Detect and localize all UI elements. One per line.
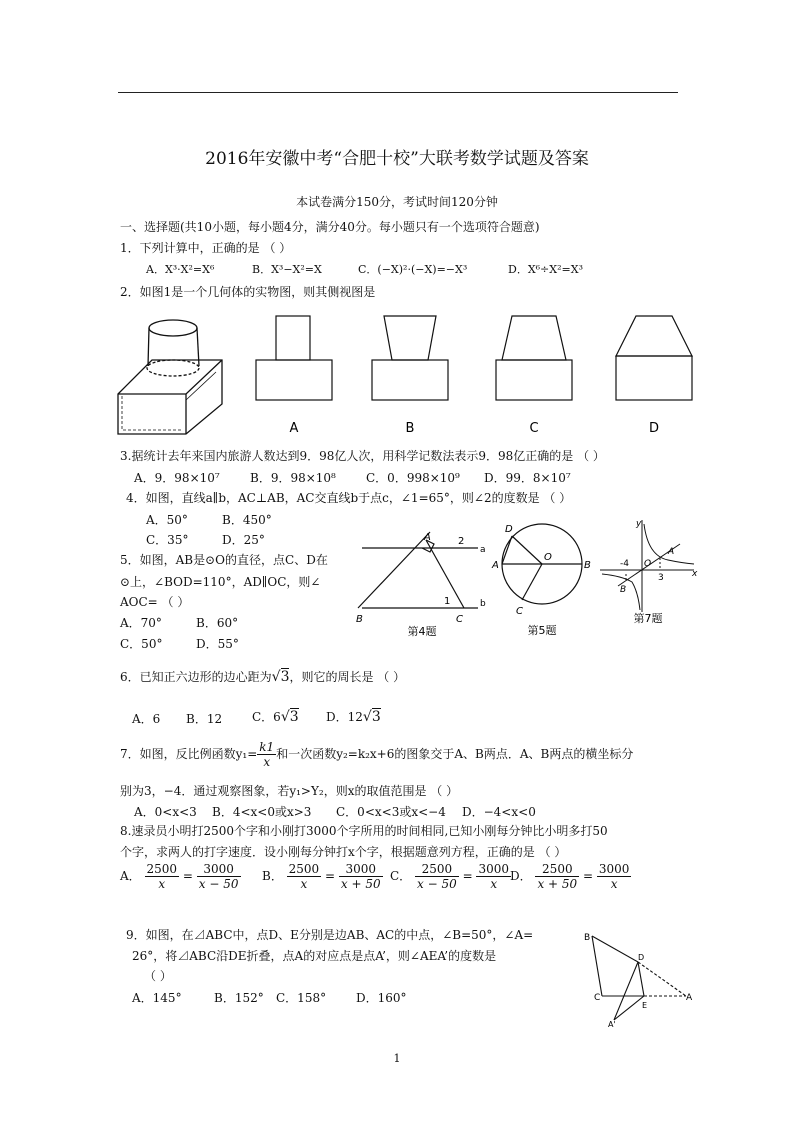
svg-text:B: B (584, 560, 591, 571)
q4-option-b: B．450° (222, 513, 272, 527)
q6-option-d-text: D．12 (326, 710, 363, 724)
svg-text:-4: -4 (620, 559, 629, 569)
q6-option-a: A．6 (132, 712, 161, 726)
q8-line1: 8.速录员小明打2500个字和小刚打3000个字所用的时间相同,已知小刚每分钟比小明多打50 (120, 824, 608, 838)
figure-q7-caption: 第7题 (633, 612, 663, 625)
q6-stem (120, 668, 405, 685)
q7-stem (120, 740, 633, 769)
q8-option-a (120, 862, 241, 891)
q6-stem-post: ，则它的周长是 （ ） (289, 670, 406, 684)
svg-text:3: 3 (658, 573, 664, 583)
svg-text:A: A (686, 993, 693, 1003)
svg-text:B: B (356, 614, 363, 625)
q8-d-left-den: x + 50 (537, 877, 578, 891)
svg-text:D: D (638, 953, 645, 962)
header-rule (118, 92, 678, 93)
q8-b-left-den: x (300, 877, 308, 891)
q7-option-d: D．−4<x<0 (462, 805, 536, 819)
q5-option-c: C．50° (120, 637, 163, 651)
q5-line1: 5．如图，AB是⊙O的直径，点C、D在 (120, 553, 328, 567)
figure-q5-caption: 第5题 (527, 624, 557, 637)
svg-text:2: 2 (458, 536, 465, 547)
q1-option-c: C．(−X)²·(−X)=−X³ (358, 263, 468, 276)
q1-option-b: B．X³−X²=X (252, 263, 322, 276)
page-number: 1 (393, 1052, 401, 1065)
q8-c-right-frac (476, 862, 511, 891)
svg-text:a: a (480, 545, 486, 555)
q8-a-left-frac (145, 862, 180, 891)
q2-option-b-figure (370, 316, 452, 436)
page-title: 2016年安徽中考“合肥十校”大联考数学试题及答案 (205, 149, 589, 169)
q6-option-d (326, 708, 381, 725)
figure-q9 (582, 928, 696, 1028)
q8-c-left-num: 2500 (415, 862, 459, 877)
q9-option-d: D．160° (356, 991, 407, 1005)
q8-a-right-num: 3000 (197, 862, 241, 877)
svg-text:C: C (456, 614, 463, 625)
q5-line3: AOC= （ ） (120, 595, 190, 609)
exam-note: 本试卷满分150分，考试时间120分钟 (296, 195, 498, 209)
q2-option-a-figure (254, 316, 336, 436)
q7-line2: 别为3，−4．通过观察图象，若y₁>Y₂，则x的取值范围是 （ ） (120, 784, 459, 798)
q8-option-c (390, 862, 511, 891)
svg-text:E: E (642, 1001, 648, 1010)
q4-option-d: D．25° (222, 533, 265, 547)
q6-option-c-text: C．6 (252, 710, 281, 724)
q8-b-left-num: 2500 (288, 862, 320, 876)
q7-option-c: C．0<x<3或x<−4 (336, 805, 446, 819)
q8-c-right-num: 3000 (478, 862, 510, 876)
svg-text:b: b (480, 599, 486, 609)
q8-a-eq: = (182, 869, 193, 883)
figure-q4-caption: 第4题 (407, 625, 437, 638)
q8-option-a-label: A． (120, 869, 141, 883)
q2-option-c-label: C (529, 421, 539, 436)
q8-option-c-label: C． (390, 869, 412, 883)
q8-option-d-label: D． (510, 869, 532, 883)
q4-stem: 4．如图，直线a∥b，AC⊥AB，AC交直线b于点c，∠1=65°，则∠2的度数是 （ ） (126, 491, 572, 505)
q8-c-right-den: x (490, 877, 498, 891)
q3-option-c: C．0．998×10⁹ (366, 471, 460, 485)
q8-c-eq: = (462, 869, 473, 883)
q8-d-right-den: x (610, 877, 618, 891)
q9-option-c: C．158° (276, 991, 327, 1005)
q8-b-eq: = (325, 869, 336, 883)
q1-option-d: D．X⁶÷X²=X³ (508, 263, 583, 276)
q8-d-right-num: 3000 (598, 862, 630, 876)
q2-option-d-figure (614, 316, 696, 436)
q8-option-d (510, 862, 631, 891)
q3-option-a: A．9．98×10⁷ (134, 471, 220, 485)
q5-line2: ⊙上，∠BOD=110°，AD∥OC，则∠ (120, 575, 321, 589)
figure-q4 (352, 528, 492, 636)
q8-option-b-label: B． (262, 869, 283, 883)
q7-frac-den: x (263, 755, 271, 769)
q3-option-b: B．9．98×10⁸ (250, 471, 336, 485)
q7-fraction (257, 740, 276, 769)
q2-option-a-label: A (289, 421, 299, 436)
q6-root: 3 (280, 669, 290, 685)
q7-post: 和一次函数y₂=k₂x+6的图象交于A、B两点．A、B两点的横坐标分 (276, 747, 634, 761)
q6-stem-pre: 6．已知正六边形的边心距为 (120, 670, 272, 684)
q2-option-c-figure (494, 316, 576, 436)
svg-text:B: B (620, 585, 627, 595)
q5-option-b: B．60° (196, 616, 239, 630)
q9-option-b: B．152° (214, 991, 264, 1005)
q6-option-d-sqrt: √3 (362, 709, 381, 725)
svg-text:1: 1 (444, 596, 451, 607)
svg-text:A': A' (608, 1020, 616, 1029)
q9-line3: （ ） (144, 969, 172, 983)
svg-text:O: O (644, 559, 652, 569)
q8-d-left-frac (535, 862, 579, 891)
q8-b-right-num: 3000 (339, 862, 383, 877)
q9-line1: 9．如图，在⊿ABC中，点D、E分别是边AB、AC的中点，∠B=50°，∠A= (126, 928, 534, 942)
q7-option-b: B．4<x<0或x>3 (212, 805, 312, 819)
q3-option-d: D．99．8×10⁷ (484, 471, 571, 485)
q8-a-left-num: 2500 (146, 862, 178, 876)
q6-option-c-root: 3 (289, 709, 299, 725)
q4-option-c: C．35° (146, 533, 189, 547)
q8-d-left-num: 2500 (535, 862, 579, 877)
q9-option-a: A．145° (132, 991, 182, 1005)
q2-solid-figure (116, 314, 224, 436)
q1-stem: 1．下列计算中，正确的是 （ ） (120, 241, 292, 255)
svg-text:x: x (692, 569, 698, 579)
q8-d-right-frac (597, 862, 632, 891)
q8-b-right-den: x + 50 (340, 877, 381, 891)
q8-c-left-den: x − 50 (417, 877, 457, 891)
q8-d-eq: = (583, 869, 594, 883)
q2-option-b-label: B (405, 421, 415, 436)
q3-stem: 3.据统计去年来国内旅游人数达到9．98亿人次，用科学记数法表示9．98亿正确的是 （ ） (120, 449, 605, 463)
q6-option-c (252, 708, 299, 725)
q7-frac-num: k1 (259, 740, 275, 754)
q1-option-a: A．X³·X²=X⁶ (146, 263, 215, 276)
q5-option-d: D．55° (196, 637, 239, 651)
q8-a-right-den: x − 50 (198, 877, 239, 891)
svg-text:C: C (516, 606, 523, 617)
figure-q7 (598, 516, 698, 626)
q7-pre: 7．如图，反比例函数y₁= (120, 747, 258, 761)
q6-sqrt: √3 (271, 669, 290, 685)
section-heading: 一、选择题(共10小题，每小题4分，满分40分。每小题只有一个选项符合题意) (120, 220, 540, 234)
figure-q5 (492, 520, 592, 636)
q4-option-a: A．50° (146, 513, 188, 527)
q7-option-a: A．0<x<3 (134, 805, 197, 819)
svg-text:D: D (505, 524, 513, 535)
q6-option-b: B．12 (186, 712, 223, 726)
q2-option-d-label: D (648, 421, 660, 436)
q5-option-a: A．70° (120, 616, 162, 630)
svg-text:A: A (668, 547, 675, 557)
q9-line2: 26°，将⊿ABC沿DE折叠，点A的对应点是点A’，则∠AEA’的度数是 (132, 949, 497, 963)
svg-text:B: B (584, 933, 591, 943)
svg-text:A: A (492, 560, 499, 571)
svg-text:y: y (636, 519, 642, 529)
q6-option-d-root: 3 (371, 709, 381, 725)
q6-option-c-sqrt: √3 (280, 709, 299, 725)
q8-line2: 个字，求两人的打字速度．设小刚每分钟打x个字，根据题意列方程，正确的是 （ ） (120, 845, 567, 859)
q2-stem: 2．如图1是一个几何体的实物图，则其侧视图是 (120, 285, 376, 299)
svg-text:A: A (424, 532, 431, 543)
q8-option-b (262, 862, 383, 891)
q8-c-left-frac (415, 862, 459, 891)
svg-text:C: C (594, 993, 601, 1003)
q8-a-right-frac (197, 862, 241, 891)
q8-b-right-frac (339, 862, 383, 891)
q8-b-left-frac (287, 862, 322, 891)
q8-a-left-den: x (158, 877, 166, 891)
svg-text:O: O (544, 552, 552, 563)
